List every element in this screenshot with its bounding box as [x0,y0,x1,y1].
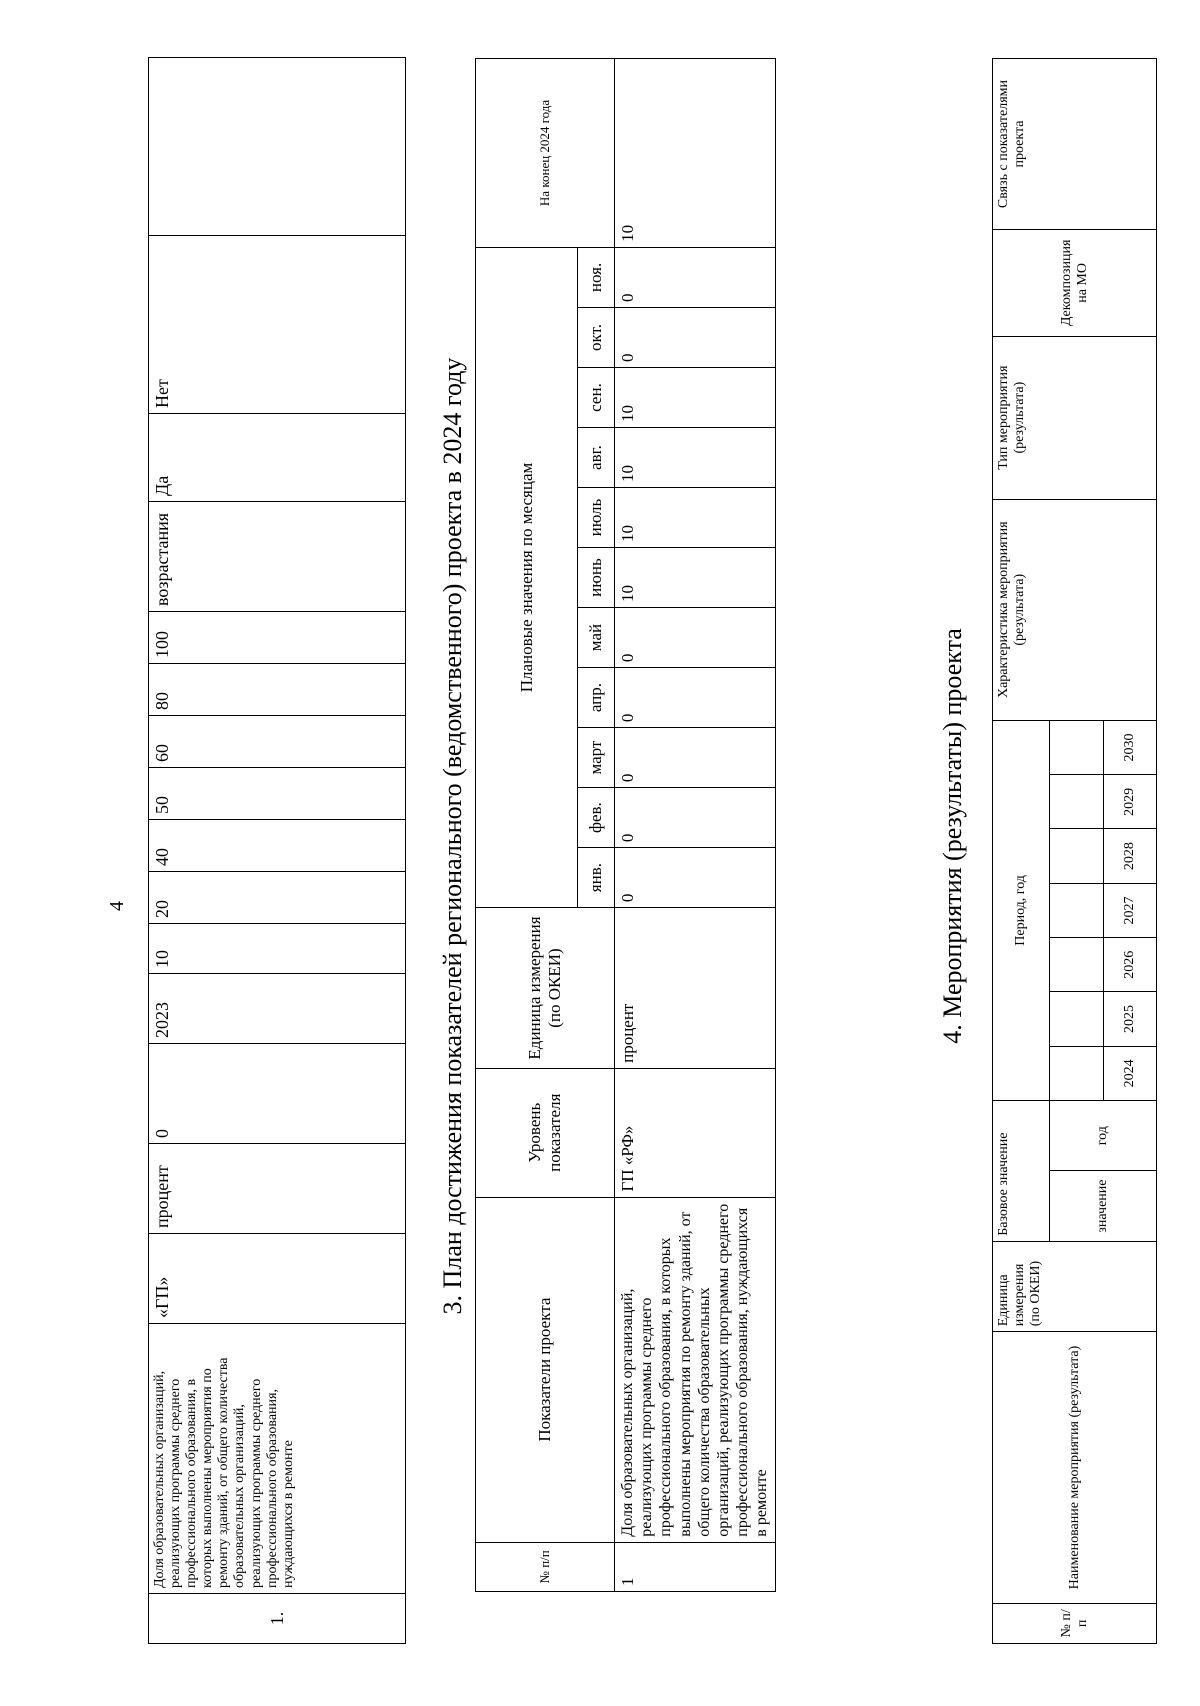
row-number: 1. [149,1594,406,1644]
empty-cell [149,58,406,236]
col-name: Наименование мероприятия (результата) [993,1332,1157,1604]
month-value: 10 [615,367,776,427]
year-header: 2025 [1103,992,1157,1046]
col-num: № п/п [993,1603,1157,1643]
value-cell: 50 [149,768,406,820]
col-num: № п/п [476,1542,615,1591]
month-value: 10 [615,548,776,608]
month-header: март [578,728,615,788]
base-year: 2023 [149,974,406,1044]
value-cell: 40 [149,820,406,872]
value-cell: 20 [149,872,406,924]
plan-table [475,58,776,1592]
header-row [476,59,578,1592]
table-row [615,59,776,1592]
indicator-level: «ГП» [149,1234,406,1324]
col-unit: Единица измерения (по ОКЕИ) [476,908,615,1069]
month-header: ноя. [578,247,615,307]
no-cell: Нет [149,236,406,414]
year-blank [1050,775,1104,829]
end-of-year-value: 10 [615,59,776,248]
month-header: окт. [578,307,615,367]
year-blank [1050,992,1104,1046]
value-cell: 60 [149,716,406,768]
month-header: янв. [578,848,615,908]
indicator-unit: процент [615,908,776,1069]
month-value: 10 [615,488,776,548]
year-header: 2029 [1103,775,1157,829]
value-cell: 80 [149,664,406,716]
col-period: Период, год [993,720,1050,1100]
direction: возрастания [149,502,406,612]
month-header: сен. [578,367,615,427]
month-value: 0 [615,247,776,307]
yes-cell: Да [149,414,406,502]
year-blank [1050,720,1104,774]
row-number: 1 [615,1542,776,1591]
section4-title: 4. Мероприятия (результаты) проекта [938,628,967,1044]
month-value: 0 [615,728,776,788]
header-row [993,59,1050,1644]
indicators-table-continued [148,57,406,1644]
col-base-value: значение [1050,1171,1157,1241]
year-blank [1050,1046,1104,1100]
col-type: Тип мероприятия (результата) [993,336,1157,499]
month-value: 0 [615,307,776,367]
month-value: 0 [615,848,776,908]
year-blank [1050,938,1104,992]
value-cell: 100 [149,612,406,664]
indicator-name: Доля образовательных организаций, реализующих программы среднего профессионального образования, в которых выполнены мероприятия по ремонту зданий, от общего количества образовательных организаций, реализующих программы среднего профессионального образования, нуждающихся в ремонте [615,1197,776,1542]
month-header: июль [578,488,615,548]
col-decomposition: Декомпозиция на МО [993,230,1157,337]
month-header: авг. [578,428,615,488]
year-header: 2030 [1103,720,1157,774]
value-cell: 10 [149,924,406,974]
base-value: 0 [149,1044,406,1144]
col-link: Связь с показателями проекта [993,59,1157,230]
year-header: 2026 [1103,938,1157,992]
col-unit: Единица измерения (по ОКЕИ) [993,1241,1157,1332]
col-indicators: Показатели проекта [476,1197,615,1542]
month-value: 10 [615,428,776,488]
indicator-level: ГП «РФ» [615,1068,776,1197]
month-header: май [578,608,615,668]
indicator-unit: процент [149,1144,406,1234]
col-characteristic: Характеристика мероприятия (результата) [993,499,1157,720]
col-base-year: год [1050,1100,1157,1170]
col-level: Уровень показателя [476,1068,615,1197]
year-header: 2028 [1103,829,1157,883]
month-value: 0 [615,788,776,848]
month-value: 0 [615,608,776,668]
month-header: апр. [578,668,615,728]
year-blank [1050,829,1104,883]
indicator-name: Доля образовательных организаций, реализующих программы среднего профессионального образования, в которых выполнены мероприятия по ремонту зданий, от общего количества образовательных организаций, реализующих программы среднего профессионального образования, нуждающихся в ремонте [149,1324,406,1594]
col-base: Базовое значение [993,1100,1050,1241]
table-row [149,58,406,1644]
month-header: фев. [578,788,615,848]
month-value: 0 [615,668,776,728]
activities-table [992,58,1157,1644]
year-header: 2024 [1103,1046,1157,1100]
month-header: июнь [578,548,615,608]
col-plan: Плановые значения по месяцам [476,247,578,907]
col-end-of-year: На конец 2024 года [476,59,615,248]
page-number: 4 [106,901,128,911]
section3-title: 3. План достижения показателей регионального (ведомственного) проекта в 2024 году [438,357,467,1315]
year-header: 2027 [1103,883,1157,937]
year-blank [1050,883,1104,937]
